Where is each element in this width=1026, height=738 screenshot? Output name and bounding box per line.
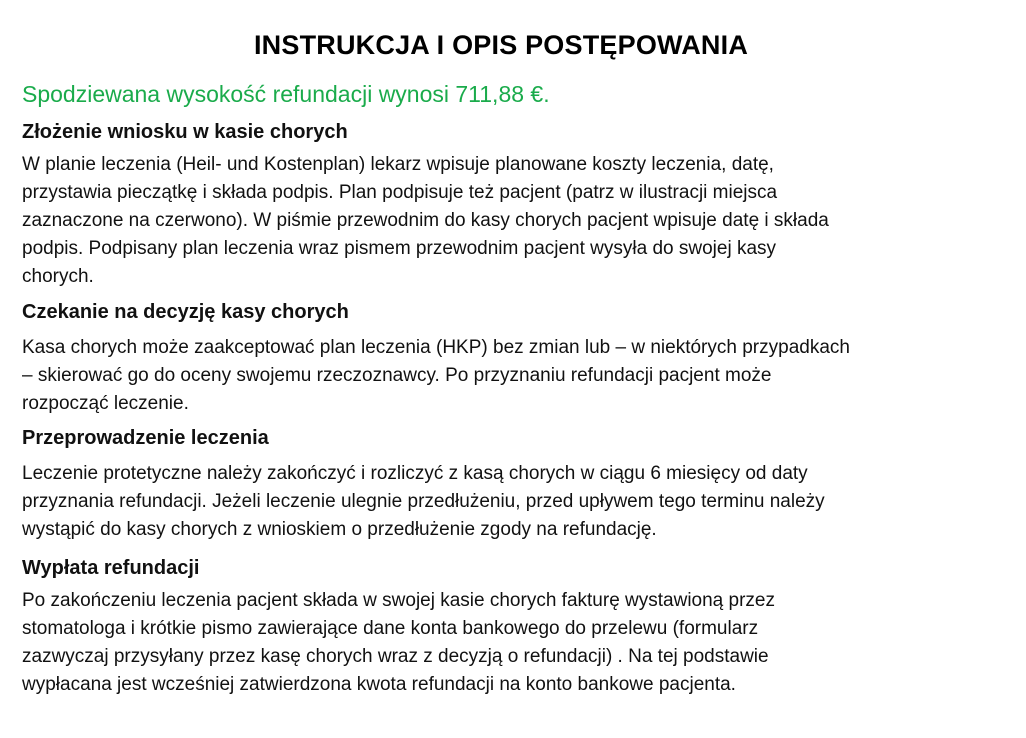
text-line: zazwyczaj przysyłany przez kasę chorych wraz z decyzją o refundacji) . Na tej podstawie xyxy=(22,646,769,667)
text-line: stomatologa i krótkie pismo zawierające dane konta bankowego do przelewu (formularz xyxy=(22,618,759,639)
text-line: przyznania refundacji. Jeżeli leczenie ulegnie przedłużeniu, przed upływem tego terminu należy xyxy=(22,491,825,512)
text-line: chorych. xyxy=(22,266,94,287)
section-heading-submission: Złożenie wniosku w kasie chorych xyxy=(22,121,348,143)
text-line: Leczenie protetyczne należy zakończyć i rozliczyć z kasą chorych w ciągu 6 miesięcy od daty xyxy=(22,463,808,484)
text-line: wypłacana jest wcześniej zatwierdzona kwota refundacji na konto bankowe pacjenta. xyxy=(22,674,736,695)
text-line: przystawia pieczątkę i składa podpis. Plan podpisuje też pacjent (patrz w ilustracji miejsca xyxy=(22,182,778,203)
text-line: wystąpić do kasy chorych z wnioskiem o przedłużenie zgody na refundację. xyxy=(22,519,657,540)
section-body-treatment xyxy=(22,460,1007,544)
section-body-payout xyxy=(22,587,1007,699)
section-body-submission xyxy=(22,151,1007,291)
text-line: rozpocząć leczenie. xyxy=(22,393,189,414)
text-line: zaznaczone na czerwono). W piśmie przewodnim do kasy chorych pacjent wpisuje datę i składa xyxy=(22,210,829,231)
section-heading-payout: Wypłata refundacji xyxy=(22,557,200,579)
text-line: W planie leczenia (Heil- und Kostenplan) lekarz wpisuje planowane koszty leczenia, datę, xyxy=(22,154,774,175)
section-body-waiting xyxy=(22,334,1007,418)
section-heading-waiting: Czekanie na decyzję kasy chorych xyxy=(22,301,349,323)
text-line: Po zakończeniu leczenia pacjent składa w swojej kasie chorych fakturę wystawioną przez xyxy=(22,590,775,611)
text-line: – skierować go do oceny swojemu rzeczoznawcy. Po przyznaniu refundacji pacjent może xyxy=(22,365,772,386)
text-line: podpis. Podpisany plan leczenia wraz pismem przewodnim pacjent wysyła do swojej kasy xyxy=(22,238,777,259)
refund-amount-note: Spodziewana wysokość refundacji wynosi 711,88 €. xyxy=(22,81,550,107)
page-title: INSTRUKCJA I OPIS POSTĘPOWANIA xyxy=(253,30,749,60)
text-line: Kasa chorych może zaakceptować plan leczenia (HKP) bez zmian lub – w niektórych przypadkach xyxy=(22,337,850,358)
section-heading-treatment: Przeprowadzenie leczenia xyxy=(22,427,269,449)
